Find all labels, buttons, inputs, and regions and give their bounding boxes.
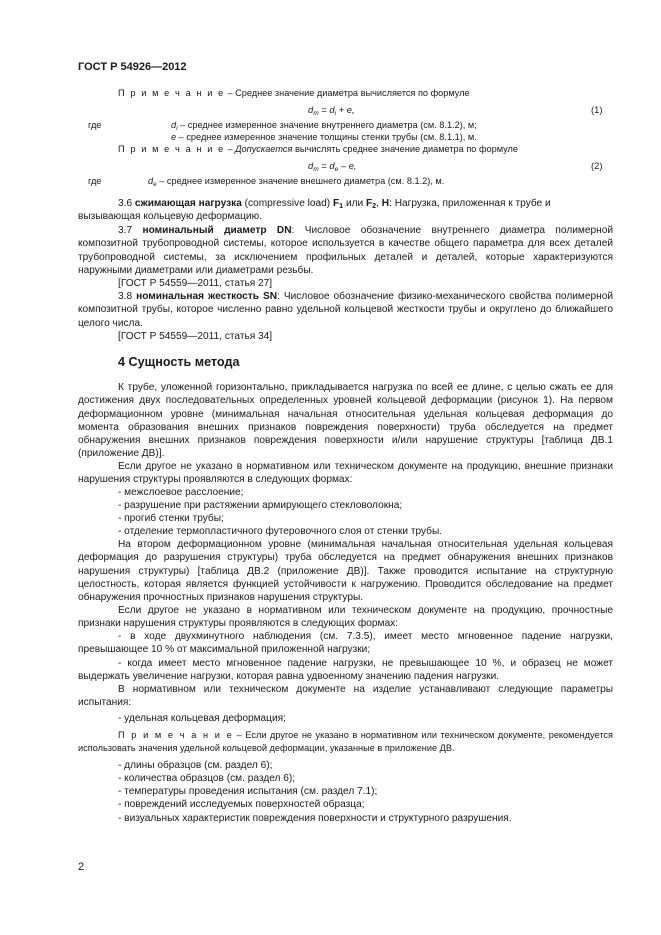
term-3-6-name: сжимающая нагрузка bbox=[134, 198, 242, 209]
where-label-1: где bbox=[88, 120, 102, 130]
term-3-8: 3.8 номинальная жесткость SN: Числовое обозначение физико-механического свойства полимерной композитной трубы, которое численно равно удельной кольцевой жесткости трубы и округлено до ближайшего целого числа. bbox=[78, 291, 614, 329]
note-1-text: – Среднее значение диаметра вычисляется по формуле bbox=[224, 88, 470, 98]
section-4-paragraph-7: В нормативном или техническом документе на изделие устанавливают следующие параметры испытания: bbox=[78, 684, 613, 709]
formula-1-explanation-di: $d_i$ – среднее измеренное значение внутреннего диаметра (см. 8.1.2), м; bbox=[171, 120, 477, 132]
note-1-label: П р и м е ч а н и е bbox=[118, 88, 225, 98]
term-3-7-name: номинальный диаметр DN bbox=[142, 225, 292, 236]
term-3-7: 3.7 номинальный диаметр DN: Числовое обозначение внутреннего диаметра полимерной композитной трубопроводной системы, которое используется в качестве общего параметра для всех деталей трубопроводной системы, за исключением профильных деталей и деталей, которые характеризуются наружными диаметрами или диаметрами резьбы. bbox=[78, 225, 613, 276]
list-item: - удельная кольцевая деформация; bbox=[118, 713, 286, 724]
note-2-label: П р и м е ч а н и е bbox=[118, 144, 225, 154]
section-4-paragraph-5: - в ходе двухминутного наблюдения (см. 7.3.5), имеет место мгновенное падение нагрузки, превышающее 10 % от максимальной приложенной нагрузки; bbox=[78, 631, 613, 656]
formula-2: $d_m = d_e - e$, bbox=[308, 160, 357, 173]
term-3-6-cont: вызывающая кольцевую деформацию. bbox=[78, 211, 262, 222]
note-3 bbox=[78, 729, 613, 754]
note-3-label: П р и м е ч а н и е bbox=[118, 730, 234, 740]
list-item: - отделение термопластичного футеровочного слоя от стенки трубы. bbox=[118, 526, 443, 537]
list-item: - разрушение при растяжении армирующего стекловолокна; bbox=[118, 500, 403, 511]
term-3-8-text: : Числовое обозначение физико-механического свойства полимерной композитной трубы, которое численно равно удельной кольцевой жесткости трубы и округлено до ближайшего целого числа. bbox=[78, 291, 614, 329]
note-1 bbox=[118, 87, 470, 99]
list-item: - прогиб стенки трубы; bbox=[118, 513, 224, 524]
term-3-8-ref: [ГОСТ Р 54559—2011, статья 34] bbox=[118, 331, 273, 342]
note-2-emphasis: Допускается bbox=[235, 144, 293, 154]
list-item: - температуры проведения испытания (см. раздел 7.1); bbox=[118, 786, 378, 797]
section-4-paragraph-2: Если другое не указано в нормативном или техническом документе на продукцию, внешние признаки нарушения структуры проявляются в следующих формах: bbox=[78, 461, 613, 486]
document-header: ГОСТ Р 54926—2012 bbox=[78, 61, 187, 73]
note-2: П р и м е ч а н и е – Допускается вычислять среднее значение диаметра по формуле bbox=[118, 144, 519, 154]
section-4-paragraph-3: На втором деформационном уровне (минимальная начальная относительная удельная кольцевая деформация до разрушения структуры) труба обследуется на предмет обнаружения внешних признаков нарушения структуры) [таблица ДВ.2 (приложение ДВ)]. Также проводится испытание на структурную целостность, которая является функцией устойчивости к нагружению. Проводится обследование на предмет обнаружения прочностных признаков нарушения структуры. bbox=[78, 539, 613, 604]
formula-2-number: (2) bbox=[591, 160, 603, 171]
note-2-text: вычислять среднее значение диаметра по формуле bbox=[292, 144, 519, 154]
list-item: - количества образцов (см. раздел 6); bbox=[118, 773, 296, 784]
section-4-paragraph-6: - когда имеет место мгновенное падение нагрузки, не превышающее 10 %, и образец не может выдержать увеличение нагрузки, которая равна удвоенному значению падения нагрузки. bbox=[78, 658, 613, 683]
list-item: - визуальных характеристик повреждения поверхности и структурного разрушения. bbox=[118, 813, 512, 824]
term-3-6: 3.6 сжимающая нагрузка (compressive load) $F_1$ или $F_2$, H: Нагрузка, приложенная к трубе и bbox=[118, 198, 551, 210]
formula-2-explanation-de: $d_e$ – среднее измеренное значение внешнего диаметра (см. 8.1.2), м. bbox=[148, 176, 445, 188]
formula-1: $d_m = d_i + e$, bbox=[308, 104, 355, 117]
section-4-paragraph-1: К трубе, уложенной горизонтально, прикладывается нагрузка по всей ее длине, с целью сжать ее для достижения двух последовательных определенных уровней кольцевой деформации (рисунок 1). На первом деформационном уровне (минимальная начальная относительная удельная кольцевая деформация до момента образования внешних признаков повреждения поверхности) труба обследуется на предмет обнаружения внешних признаков повреждения поверхности и/или нарушение структуры [таблица ДВ.1 (приложение ДВ)]. bbox=[78, 382, 613, 460]
list-item: - повреждений исследуемых поверхностей образца; bbox=[118, 799, 365, 810]
term-3-7-ref: [ГОСТ Р 54559—2011, статья 27] bbox=[118, 278, 273, 289]
list-item: - длины образцов (см. раздел 6); bbox=[118, 760, 273, 771]
note-3-text: – Если другое не указано в нормативном или техническом документе, рекомендуется использовать значения удельной кольцевой деформации, указанные в приложение ДВ. bbox=[78, 730, 613, 753]
term-3-8-name: номинальная жесткость SN bbox=[136, 291, 278, 302]
section-4-title: 4 Сущность метода bbox=[118, 355, 240, 369]
list-item: - межслоевое расслоение; bbox=[118, 487, 244, 498]
formula-1-explanation-e: e – среднее измеренное значение толщины стенки трубы (см. 8.1.1), м. bbox=[171, 132, 477, 142]
where-label-2: где bbox=[88, 176, 102, 186]
formula-1-number: (1) bbox=[591, 104, 603, 115]
term-3-7-text: : Числовое обозначение внутреннего диаметра полимерной композитной трубопроводной системы, которое используется в качестве общего параметра для всех деталей трубопроводной системы, за исключением профильных деталей и деталей, которые характеризуются наружными диаметрами или диаметрами резьбы. bbox=[78, 225, 613, 276]
page-number: 2 bbox=[78, 861, 85, 873]
section-4-paragraph-4: Если другое не указано в нормативном или техническом документе на продукцию, прочностные признаки нарушения структуры проявляются в следующих формах: bbox=[78, 605, 613, 630]
